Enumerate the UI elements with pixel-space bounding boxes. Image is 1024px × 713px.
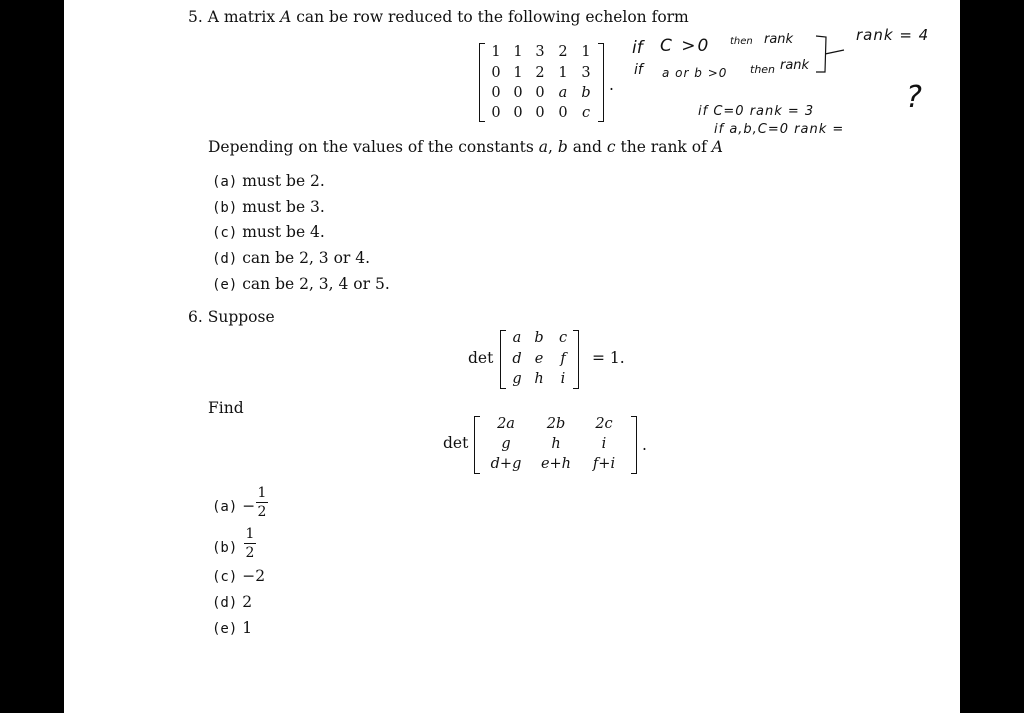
q6-find: Find — [208, 399, 244, 417]
option-label: (a) — [212, 174, 238, 190]
matrix-cell: c — [558, 330, 568, 346]
matrix-cell: i — [601, 436, 607, 452]
matrix-cell: a — [512, 330, 522, 346]
option-text: can be 2, 3 or 4. — [242, 249, 371, 267]
matrix-cell: 1 — [513, 65, 523, 81]
fraction-numerator: 1 — [257, 485, 267, 501]
matrix-cell: h — [551, 436, 561, 452]
option-label: (e) — [212, 277, 238, 293]
option-sign: − — [242, 497, 256, 515]
option-label: (c) — [212, 225, 238, 241]
option-label: (a) — [212, 499, 238, 515]
matrix-cell: 0 — [491, 65, 501, 81]
q5-var-b: b — [557, 138, 568, 156]
matrix-cell: 1 — [491, 44, 501, 60]
q6-number: 6. — [188, 308, 203, 326]
matrix-cell: 1 — [513, 44, 523, 60]
q5-stem-suffix: can be row reduced to the following echelon form — [296, 8, 689, 26]
fraction-bar — [256, 502, 268, 503]
q5-option-d — [212, 249, 370, 268]
note-condition-c: C >0 — [660, 36, 711, 56]
note-if: if — [632, 38, 643, 58]
option-label: (d) — [212, 595, 238, 611]
fraction-bar — [244, 543, 256, 544]
note-then: then — [730, 36, 753, 47]
matrix-right-bracket — [573, 330, 579, 389]
q5-and: and — [572, 138, 602, 156]
note-c-zero: if C=0 rank = 3 — [698, 104, 815, 119]
matrix-cell: 2 — [558, 44, 568, 60]
q6-option-a — [212, 497, 255, 516]
q5-var-a: a — [538, 138, 549, 156]
matrix-cell: 0 — [513, 105, 523, 121]
document-page — [64, 0, 960, 713]
q5-var-c: c — [606, 138, 616, 156]
matrix-cell: 2c — [595, 416, 613, 432]
matrix-cell: 2a — [497, 416, 515, 432]
note-abc-zero: if a,b,C=0 rank = — [714, 122, 845, 137]
matrix-cell: g — [501, 436, 511, 452]
matrix-cell: a — [558, 85, 568, 101]
equals-one: = 1. — [592, 349, 625, 367]
option-text: must be 3. — [242, 198, 325, 216]
option-text: 2 — [242, 593, 253, 611]
matrix-cell: 0 — [558, 105, 568, 121]
note-then: then — [750, 63, 776, 76]
fraction-numerator: 1 — [245, 526, 255, 542]
q5-option-c — [212, 223, 325, 242]
option-text: must be 4. — [242, 223, 325, 241]
matrix-cell: 0 — [491, 105, 501, 121]
q6-option-b — [212, 538, 237, 557]
fraction-denominator: 2 — [245, 545, 255, 561]
matrix-cell: 0 — [535, 105, 545, 121]
matrix-cell: 0 — [491, 85, 501, 101]
matrix-cell: f — [560, 351, 566, 367]
fraction-half — [244, 526, 256, 561]
note-condition-ab: a or b >0 — [662, 66, 728, 80]
note-rank: rank — [764, 32, 794, 47]
q5-number: 5. — [188, 8, 203, 26]
option-label: (c) — [212, 569, 238, 585]
matrix-cell: 0 — [535, 85, 545, 101]
q6-option-e — [212, 619, 252, 638]
matrix-cell: d — [512, 351, 522, 367]
q5-option-e — [212, 275, 390, 294]
matrix-period: . — [609, 76, 614, 94]
option-text: −2 — [242, 567, 266, 585]
note-question-mark: ? — [906, 80, 922, 115]
note-rank: rank — [780, 58, 810, 73]
det-label: det — [443, 434, 469, 452]
q5-option-b — [212, 198, 325, 217]
fraction-denominator: 2 — [257, 504, 267, 520]
q5-question — [208, 138, 723, 156]
q5-stem-prefix: A matrix — [207, 8, 276, 26]
matrix-left-bracket — [500, 330, 506, 389]
matrix-right-bracket — [598, 43, 604, 122]
q5-option-a — [212, 172, 325, 191]
matrix-cell: f+i — [592, 456, 616, 472]
q6-option-d — [212, 593, 252, 612]
matrix-cell: 0 — [513, 85, 523, 101]
option-label: (b) — [212, 200, 238, 216]
q5-question-part2: the rank of — [620, 138, 707, 156]
q6-suppose: Suppose — [207, 308, 275, 326]
q5-comma: , — [548, 138, 553, 156]
option-label: (d) — [212, 251, 238, 267]
matrix-cell: b — [534, 330, 544, 346]
option-label: (e) — [212, 621, 238, 637]
matrix-cell: d+g — [490, 456, 522, 472]
q5-stem-var: A — [280, 8, 292, 26]
matrix-cell: b — [581, 85, 591, 101]
option-text: 1 — [242, 619, 253, 637]
matrix-cell: i — [560, 371, 566, 387]
matrix-cell: 2 — [535, 65, 545, 81]
fraction-minus-half — [256, 485, 268, 520]
matrix-left-bracket — [474, 416, 480, 474]
q5-question-part1: Depending on the values of the constants — [208, 138, 534, 156]
note-rank-conclusion: rank = 4 — [856, 26, 930, 44]
q5-var-A: A — [711, 138, 723, 156]
matrix-cell: e — [534, 351, 544, 367]
matrix-cell: e+h — [540, 456, 572, 472]
matrix-cell: 3 — [581, 65, 591, 81]
matrix-cell: h — [534, 371, 544, 387]
q6-header — [188, 308, 275, 326]
q6-option-c — [212, 567, 265, 586]
matrix-cell: 1 — [558, 65, 568, 81]
note-if: if — [634, 62, 643, 78]
det-label: det — [468, 349, 494, 367]
matrix-period: . — [642, 436, 647, 454]
q5-header — [188, 8, 689, 26]
matrix-cell: 2b — [546, 416, 566, 432]
matrix-right-bracket — [631, 416, 637, 474]
matrix-cell: g — [512, 371, 522, 387]
brace-arrow-icon — [812, 32, 852, 76]
matrix-cell: 1 — [581, 44, 591, 60]
matrix-cell: 3 — [535, 44, 545, 60]
matrix-left-bracket — [479, 43, 485, 122]
matrix-cell: c — [581, 105, 591, 121]
option-label: (b) — [212, 540, 238, 556]
option-text: can be 2, 3, 4 or 5. — [242, 275, 390, 293]
option-text: must be 2. — [242, 172, 325, 190]
